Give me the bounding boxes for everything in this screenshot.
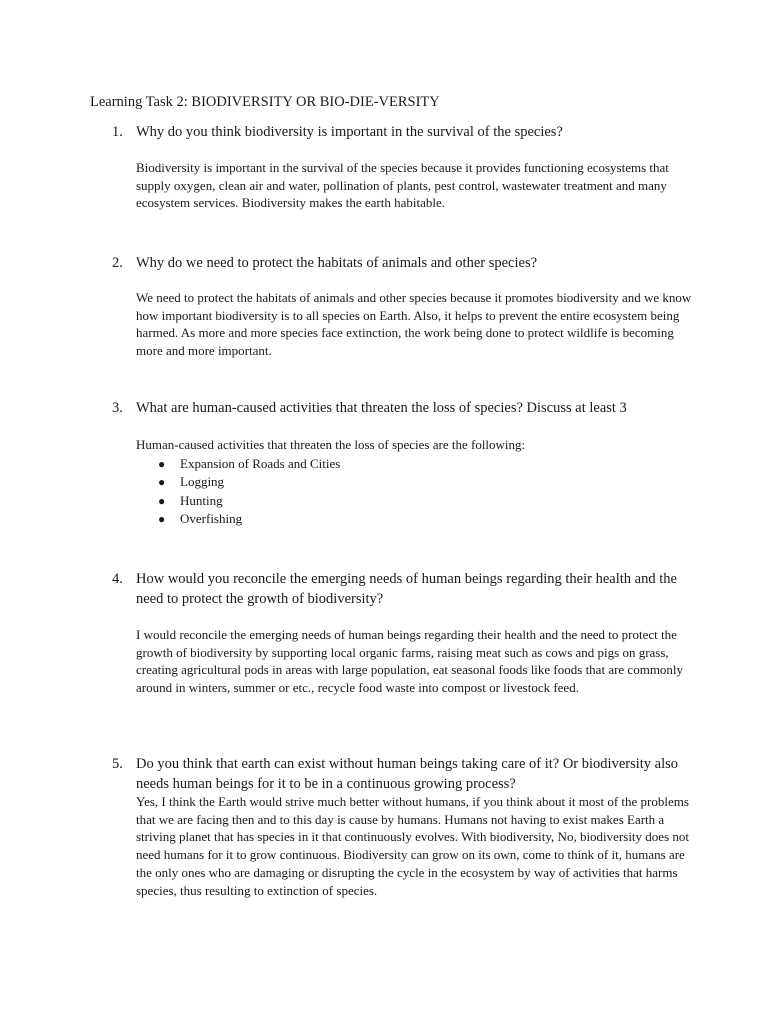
bullet-icon: ● — [158, 512, 166, 527]
question-number: 5. — [112, 756, 123, 772]
question-text: What are human-caused activities that threaten the loss of species? Discuss at least 3 — [136, 400, 627, 416]
answer-2 — [136, 289, 696, 360]
answer-text: I would reconcile the emerging needs of human beings regarding their health and the need to protect the growth of biodiversity by supporting local organic farms, raising meat such as cows and pigs on grass, creating agricultural pods in areas with large population, eat seasonal foods like foods that are commonly around in winters, summer or etc., recycle food waste into compost or livestock feed. — [136, 627, 684, 696]
answer-5 — [136, 793, 696, 899]
page-title: Learning Task 2: BIODIVERSITY OR BIO-DIE-VERSITY — [90, 94, 440, 110]
question-5 — [112, 754, 692, 794]
question-text: How would you reconcile the emerging needs of human beings regarding their health and the need to protect the growth of biodiversity? — [136, 571, 677, 607]
question-2 — [112, 253, 692, 273]
question-text: Do you think that earth can exist without human beings taking care of it? Or biodiversity also needs human beings for it to be in a continuous growing process? — [136, 756, 679, 792]
question-1 — [112, 122, 692, 142]
bullet-icon: ● — [158, 475, 166, 490]
answer-4 — [136, 626, 696, 697]
answer-text: Yes, I think the Earth would strive much better without humans, if you think about it most of the problems that we are facing then and to this day is cause by humans. Humans not having to exist makes Earth a striving planet that has species in it that continuously evolves. With biodiversity, No, biodiversity does not need humans for it to grow continuous. Biodiversity can grow on its own, come to think of it, humans are the only ones who are damaging or disrupting the cycle in the ecosystem by way of activities that harms species, thus resulting to extinction of species. — [136, 794, 689, 898]
list-item: ● Expansion of Roads and Cities — [136, 455, 696, 474]
question-text: Why do we need to protect the habitats of animals and other species? — [136, 255, 538, 271]
question-3 — [112, 398, 692, 418]
activity-list — [136, 455, 696, 529]
question-number: 3. — [112, 400, 123, 416]
bullet-icon: ● — [158, 493, 166, 508]
question-number: 2. — [112, 255, 123, 271]
list-item: ● Hunting — [136, 492, 696, 511]
answer-3 — [136, 436, 696, 529]
answer-text: We need to protect the habitats of animals and other species because it promotes biodiversity and we know how important biodiversity is to all species on Earth. Also, it helps to prevent the entire ecosystem being harmed. As more and more species face extinction, the work being done to protect wildlife is becoming more and more important. — [136, 290, 692, 359]
answer-text: Biodiversity is important in the survival of the species because it provides functioning ecosystems that supply oxygen, clean air and water, pollination of plants, pest control, wastewater treatment and many ecosystem services. Biodiversity makes the earth habitable. — [136, 160, 669, 211]
bullet-icon: ● — [158, 456, 166, 471]
list-item: ● Overfishing — [136, 510, 696, 529]
question-4 — [112, 569, 692, 609]
list-item: ● Logging — [136, 473, 696, 492]
question-text: Why do you think biodiversity is important in the survival of the species? — [136, 124, 563, 140]
question-number: 1. — [112, 124, 123, 140]
answer-text: Human-caused activities that threaten the loss of species are the following: — [136, 437, 526, 452]
question-number: 4. — [112, 571, 123, 587]
answer-1 — [136, 159, 696, 212]
